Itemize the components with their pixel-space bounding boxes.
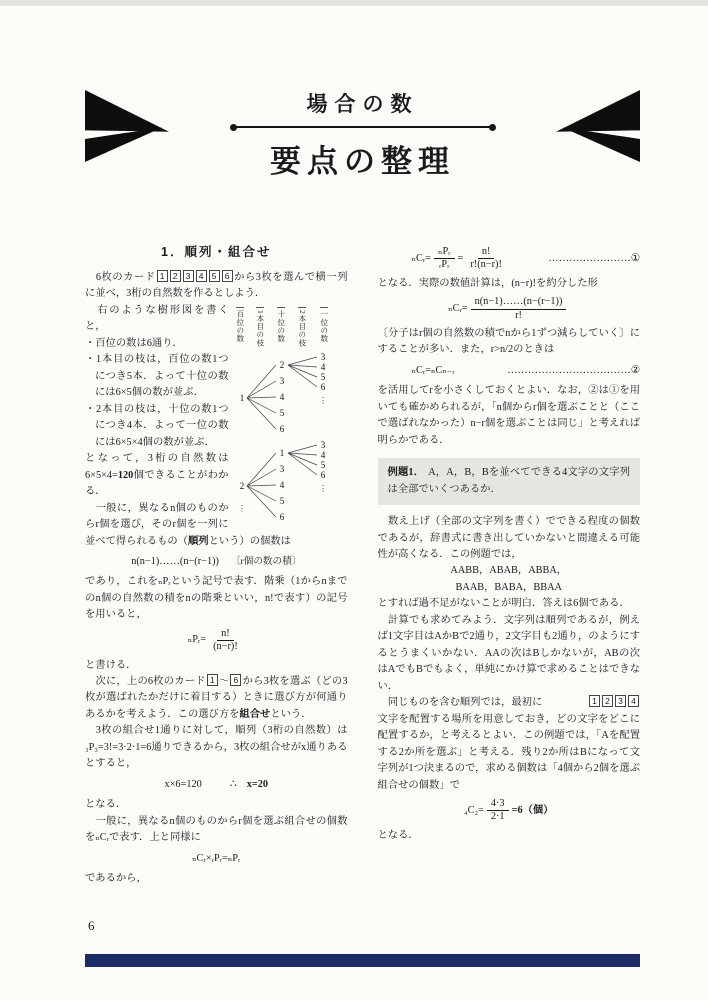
text-run: という． — [270, 708, 312, 720]
tree-diagram — [236, 305, 348, 527]
number-card: 1 — [157, 270, 168, 282]
section-heading: 1．順列・組合せ — [161, 245, 272, 259]
tree-ellipsis: ⋮ — [318, 483, 327, 493]
formula-symmetry — [378, 363, 641, 379]
left-column — [85, 242, 348, 942]
decor-triangles-left-icon — [85, 90, 169, 162]
fraction-numerator: n! — [217, 628, 234, 641]
number-card: 3 — [615, 695, 626, 707]
paragraph: となる． — [85, 799, 127, 811]
formula-ncr-npr-relation: ₙCᵣ×ᵣPᵣ=ₙPᵣ — [192, 852, 241, 864]
tree-svg — [236, 353, 344, 527]
paragraph: であり，これをₙPᵣという記号で表す．階乗（1からnまでのn個の自然数の積をnの階乗といい，n!で表す）の記号を用いると， — [85, 576, 348, 621]
tree-node: 3 — [320, 352, 325, 362]
bullet-item: ・1本目の枝は，百位の数1つにつき5本．よって十位の数には6×5個の数が並ぶ． — [85, 354, 229, 399]
equation-number-2: ② — [630, 364, 640, 376]
paragraph: 右のような樹形図を書くと， — [85, 304, 229, 333]
tree-node: 3 — [279, 463, 284, 474]
keyword-combination: 組合せ — [239, 708, 271, 720]
number-card: 6 — [222, 270, 233, 282]
paragraph: 〔分子はr個の自然数の積でnから1ずつ減らしていく〕にすることが多い．また，r>n/2のときは — [377, 327, 640, 356]
formula-result: =6（個） — [511, 804, 554, 816]
tree-node: 3 — [279, 375, 284, 386]
formula-body — [412, 246, 509, 272]
fraction-denominator: (n−r)! — [213, 641, 238, 653]
title-rule — [232, 126, 494, 128]
text-run: 同じものを含む順列では，最初に — [377, 697, 543, 709]
fraction — [487, 798, 509, 824]
paragraph-with-slot-cards — [378, 695, 641, 711]
bullet-item: ・2本目の枝は，十位の数1つにつき4本．よって一位の数には6×5×4個の数が並ぶ． — [85, 403, 229, 448]
fraction-denominator: r!(n−r)! — [470, 259, 502, 271]
text-run: 次に，上の6枚のカード — [85, 676, 206, 687]
fraction-denominator: ᵣPᵣ — [439, 259, 450, 271]
paragraph: とすれば過不足がないことが明白．答えは6個である． — [377, 598, 630, 610]
formula-lhs: ₄C₂= — [463, 804, 484, 816]
fraction-numerator: 4·3 — [487, 798, 509, 811]
page-body — [85, 242, 640, 942]
answer-x: x=20 — [246, 778, 269, 790]
tree-node: 1 — [279, 447, 284, 458]
tree-label-branch1: 1本目の枝 — [256, 307, 264, 347]
paragraph: 3枚の組合せ1通りに対して，順列（3桁の自然数）は₃P₃=3!=3·2·1=6通りできるから，3枚の組合せがx通りあるとすると， — [85, 725, 348, 770]
paragraph-cards-intro — [85, 270, 348, 303]
rule-dot-icon — [489, 124, 496, 131]
equals-sign: = — [457, 252, 464, 264]
number-card: 1 — [207, 674, 218, 686]
tree-ellipsis: ⋮ — [318, 395, 327, 405]
dot-leader: …………………… — [548, 252, 631, 264]
text-run: 個できることがわかる． — [85, 469, 229, 498]
tree-label-branch2: 2本目の枝 — [298, 307, 306, 347]
chapter-header — [85, 86, 640, 182]
text-run: から3枚を選んで横一列に並べ，3桁の自然数を作るとしよう． — [85, 272, 348, 300]
number-card: 2 — [602, 695, 613, 707]
tree-node: 4 — [320, 361, 325, 372]
keyword-permutation: 順列 — [187, 535, 209, 547]
fraction — [466, 246, 506, 272]
paragraph: であるから， — [85, 873, 147, 885]
tree-node: 5 — [320, 459, 325, 470]
chapter-title: 場合の数 — [306, 92, 419, 116]
formula-x-equation — [85, 777, 348, 793]
number-card: 4 — [196, 270, 207, 282]
formula-permutation-product — [85, 554, 348, 570]
tree-node: 6 — [320, 469, 325, 480]
fraction — [434, 246, 455, 272]
formula-note: 〔r個の数の積〕 — [230, 555, 302, 567]
paragraph: となる． — [377, 829, 419, 841]
fraction-denominator: 2·1 — [490, 811, 505, 823]
fraction-denominator: r! — [515, 309, 522, 321]
paragraph: 文字を配置する場所を用意しておき，どの文字をどこに配置するか，と考えるとよい．この例題では，「Aを配置する2か所を選ぶ」と考える．残り2か所はBになって文字列が1つ決まるので，求める個数は「4個から2個を選ぶ組合せの個数」で — [377, 713, 640, 791]
formula-body: ₙCᵣ=ₙCₙ₋ᵣ — [411, 364, 455, 376]
dot-leader: ……………………………… — [507, 364, 631, 376]
fraction — [209, 628, 242, 654]
number-card: 3 — [183, 270, 194, 282]
formula-lhs: ₙPᵣ= — [187, 634, 207, 646]
paragraph-cards-range — [85, 674, 348, 723]
footer-bar — [85, 954, 640, 967]
rule-dot-icon — [230, 124, 237, 131]
example-box — [378, 458, 641, 505]
string-list-line: BAAB，BABA，BBAA — [455, 581, 562, 593]
tree-node: 2 — [279, 359, 284, 370]
tree-node: 3 — [320, 439, 325, 450]
fraction-numerator: n(n−1)……(n−(r−1)) — [471, 296, 567, 309]
tree-node: 6 — [279, 423, 284, 434]
text-run: という）の個数は — [208, 535, 291, 547]
tree-node: 5 — [320, 371, 325, 382]
tree-node: 4 — [279, 479, 284, 490]
tree-column-labels — [236, 305, 348, 353]
text-run: 一般に，異なるn個のものからr個を選び，そのr個を一列に並べて得られるもの（ — [85, 502, 229, 547]
number-card: 5 — [209, 270, 220, 282]
example-text: A，A，B，Bを並べてできる4文字の文字列は全部でいくつあるか． — [387, 467, 630, 495]
formula-ncr-reduced — [378, 296, 641, 322]
tree-ellipsis: ⋮ — [237, 503, 246, 513]
tree-node: 6 — [279, 511, 284, 522]
header-titles — [226, 88, 500, 181]
page-number: 6 — [88, 918, 95, 933]
therefore-symbol: ∴ — [229, 778, 247, 790]
formula-conclusion — [230, 777, 268, 793]
number-card: 2 — [170, 270, 181, 282]
text-run: となって，3桁の自然数は6×5×4= — [85, 453, 229, 481]
fraction-numerator: n! — [478, 246, 495, 259]
fraction — [471, 296, 567, 322]
formula-text: n(n−1)……(n−(r−1)) — [131, 555, 219, 567]
paragraph: 計算でも求めてみよう．文字列は順列であるが，例えば1文字目はAかBで2通り，2文字目も2通り，のようにするとうまくいかない．AAの次はBしかないが，ABの次はAでもBでもよく，単純にかけ算で求めることはできない． — [377, 614, 640, 692]
tree-node: 5 — [279, 495, 284, 506]
example-label: 例題1． — [387, 467, 425, 479]
number-card: 4 — [628, 695, 639, 707]
string-list-line: AABB，ABAB，ABBA， — [450, 565, 568, 577]
equation-number-1: ① — [630, 252, 640, 264]
paragraph: となる．実際の数値計算は，(n−r)!を約分した形 — [377, 277, 598, 289]
paragraph: 一般に，異なるn個のものからr個を選ぶ組合せの個数をₙCᵣで表す．上と同様に — [85, 815, 348, 844]
paragraph: を活用してrを小さくしておくとよい．なお，②は①を用いても確かめられるが，「n個からr個を選ぶことと（ここで選ばれなかった）n−r個を選ぶことは同じ」と考えれば明らかである． — [377, 385, 640, 446]
formula-4c2 — [378, 798, 641, 824]
right-column — [378, 242, 641, 942]
tree-label-ones: 一位の数 — [320, 307, 328, 342]
tree-node: 6 — [320, 381, 325, 392]
paragraph: 数え上げ（全部の文字列を書く）でできる程度の個数であるが，辞書式に書き出していかないと間違える可能性が高くなる．この例題では， — [377, 516, 640, 560]
text-run: 6枚のカード — [85, 272, 156, 283]
page-title: 要点の整理 — [270, 144, 455, 179]
formula-npr — [85, 628, 348, 654]
text-run: ～ — [218, 676, 230, 687]
tree-label-hundreds: 百位の数 — [236, 307, 244, 342]
formula-lhs: ₙCᵣ= — [448, 302, 468, 314]
tree-node: 1 — [239, 392, 244, 403]
number-card: 1 — [589, 695, 600, 707]
bullet-item: ・百位の数は6通り． — [85, 337, 183, 349]
tree-node: 4 — [320, 449, 325, 460]
tree-node: 2 — [239, 480, 244, 491]
formula-text: x×6=120 — [164, 778, 202, 790]
emphasis-120: 120 — [117, 469, 134, 481]
paragraph: と書ける． — [85, 659, 137, 671]
tree-node: 4 — [279, 391, 284, 402]
formula-lhs: ₙCᵣ= — [411, 252, 431, 264]
fraction-numerator: ₙPᵣ — [434, 246, 455, 259]
text-run: から3枚を選ぶ（どの3枚が選ばれたかだけに着目する）ときに選び方が何通りあるかを考えよう．この選び方を — [85, 676, 348, 720]
slot-cards — [588, 695, 640, 711]
tree-label-tens: 十位の数 — [277, 307, 285, 342]
formula-ncr-definition — [378, 246, 641, 272]
number-card: 6 — [230, 674, 241, 686]
tree-node: 5 — [279, 407, 284, 418]
decor-triangles-right-icon — [556, 90, 640, 162]
